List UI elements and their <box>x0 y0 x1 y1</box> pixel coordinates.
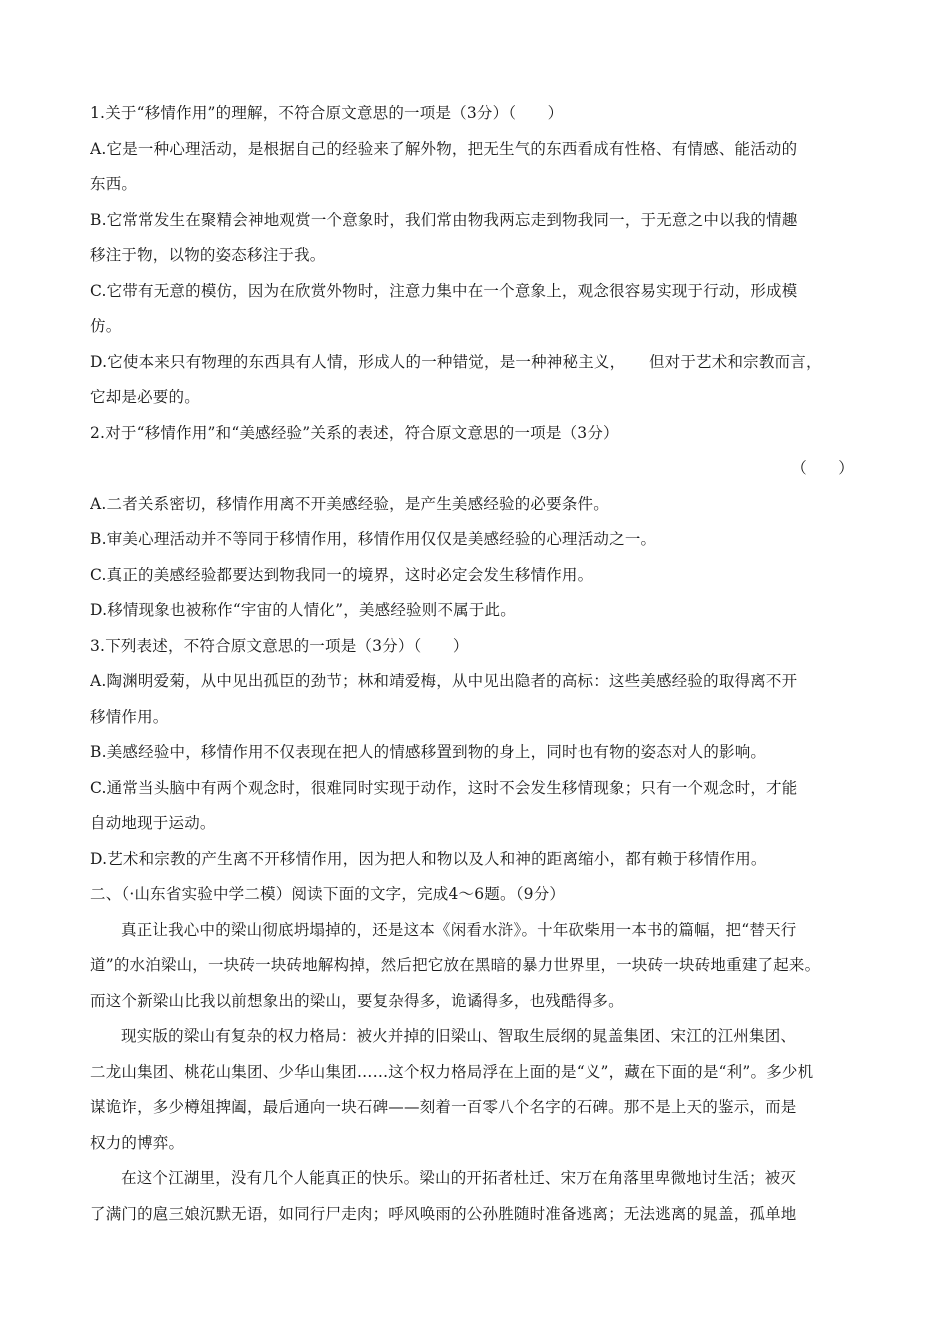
question-2-option-c: C.真正的美感经验都要达到物我同一的境界，这时必定会发生移情作用。 <box>90 565 594 584</box>
question-1-option-d: D.它使本来只有物理的东西具有人情，形成人的一种错觉，是一种神秘主义， 但对于艺术和宗教而言， <box>90 352 822 371</box>
question-2-option-d: D.移情现象也被称作“宇宙的人情化”，美感经验则不属于此。 <box>90 601 516 619</box>
question-2-option-b: B.审美心理活动并不等同于移情作用，移情作用仅仅是美感经验的心理活动之一。 <box>90 530 657 548</box>
question-1-option-a: A.它是一种心理活动，是根据自己的经验来了解外物，把无生气的东西看成有性格、有情感、能活动的 <box>90 139 798 158</box>
section-2-heading: 二、（·山东省实验中学二模）阅读下面的文字，完成4～6题。（9分） <box>90 885 566 903</box>
passage-paragraph-2-line-3: 谋诡诈，多少樽俎捭阖，最后通向一块石碑——刻着一百零八个名字的石碑。那不是上天的鉴示，而是 <box>90 1098 797 1116</box>
passage-paragraph-2-line-2: 二龙山集团、桃花山集团、少华山集团……这个权力格局浮在上面的是“义”，藏在下面的是“利”。多少机 <box>90 1062 814 1081</box>
passage-paragraph-2-line-4: 权力的博弈。 <box>90 1133 185 1152</box>
question-3-option-c-cont: 自动地现于运动。 <box>90 814 216 832</box>
question-1-stem: 1.关于“移情作用”的理解，不符合原文意思的一项是（3分）（ ） <box>90 104 564 122</box>
question-3-option-d: D.艺术和宗教的产生离不开移情作用，因为把人和物以及人和神的距离缩小，都有赖于移情作用。 <box>90 849 767 868</box>
passage-paragraph-3-line-2: 了满门的扈三娘沉默无语，如同行尸走肉；呼风唤雨的公孙胜随时准备逃离；无法逃离的晁盖，孤单地 <box>90 1204 797 1223</box>
question-1-option-d-cont: 它却是必要的。 <box>90 388 200 406</box>
passage-paragraph-3-line-1: 在这个江湖里，没有几个人能真正的快乐。梁山的开拓者杜迁、宋万在角落里卑微地讨生活；被灭 <box>121 1169 797 1187</box>
document-page <box>90 96 860 1232</box>
question-1-option-c: C.它带有无意的模仿，因为在欣赏外物时，注意力集中在一个意象上，观念很容易实现于行动，形成模 <box>90 281 798 300</box>
question-3-stem: 3.下列表述，不符合原文意思的一项是（3分）（ ） <box>90 636 469 655</box>
question-2-answer-bracket: （ ） <box>791 459 854 477</box>
question-3-option-b: B.美感经验中，移情作用不仅表现在把人的情感移置到物的身上，同时也有物的姿态对人的影响。 <box>90 743 767 761</box>
question-3-option-a: A.陶渊明爱菊，从中见出孤臣的劲节；林和靖爱梅，从中见出隐者的高标：这些美感经验的取得离不开 <box>90 672 798 690</box>
question-1-option-c-cont: 仿。 <box>90 317 122 335</box>
question-1-option-b-cont: 移注于物，以物的姿态移注于我。 <box>90 246 326 264</box>
passage-paragraph-1-line-2: 道”的水泊梁山，一块砖一块砖地解构掉，然后把它放在黑暗的暴力世界里，一块砖一块砖地重建了起来。 <box>90 956 821 974</box>
passage-paragraph-2-line-1: 现实版的梁山有复杂的权力格局：被火并掉的旧梁山、智取生辰纲的晁盖集团、宋江的江州集团、 <box>121 1027 797 1045</box>
question-1-option-b: B.它常常发生在聚精会神地观赏一个意象时，我们常由物我两忘走到物我同一，于无意之中以我的情趣 <box>90 210 798 229</box>
passage-paragraph-1-line-1: 真正让我心中的梁山彻底坍塌掉的，还是这本《闲看水浒》。十年砍柴用一本书的篇幅，把“替天行 <box>121 920 797 939</box>
passage-paragraph-1-line-3: 而这个新梁山比我以前想象出的梁山，要复杂得多，诡谲得多，也残酷得多。 <box>90 991 624 1010</box>
question-2-option-a: A.二者关系密切，移情作用离不开美感经验，是产生美感经验的必要条件。 <box>90 494 609 513</box>
question-2-stem: 2.对于“移情作用”和“美感经验”关系的表述，符合原文意思的一项是（3分） <box>90 423 619 442</box>
question-3-option-c: C.通常当头脑中有两个观念时，很难同时实现于动作，这时不会发生移情现象；只有一个观念时，才能 <box>90 778 798 797</box>
question-3-option-a-cont: 移情作用。 <box>90 707 169 726</box>
question-1-option-a-cont: 东西。 <box>90 175 138 193</box>
